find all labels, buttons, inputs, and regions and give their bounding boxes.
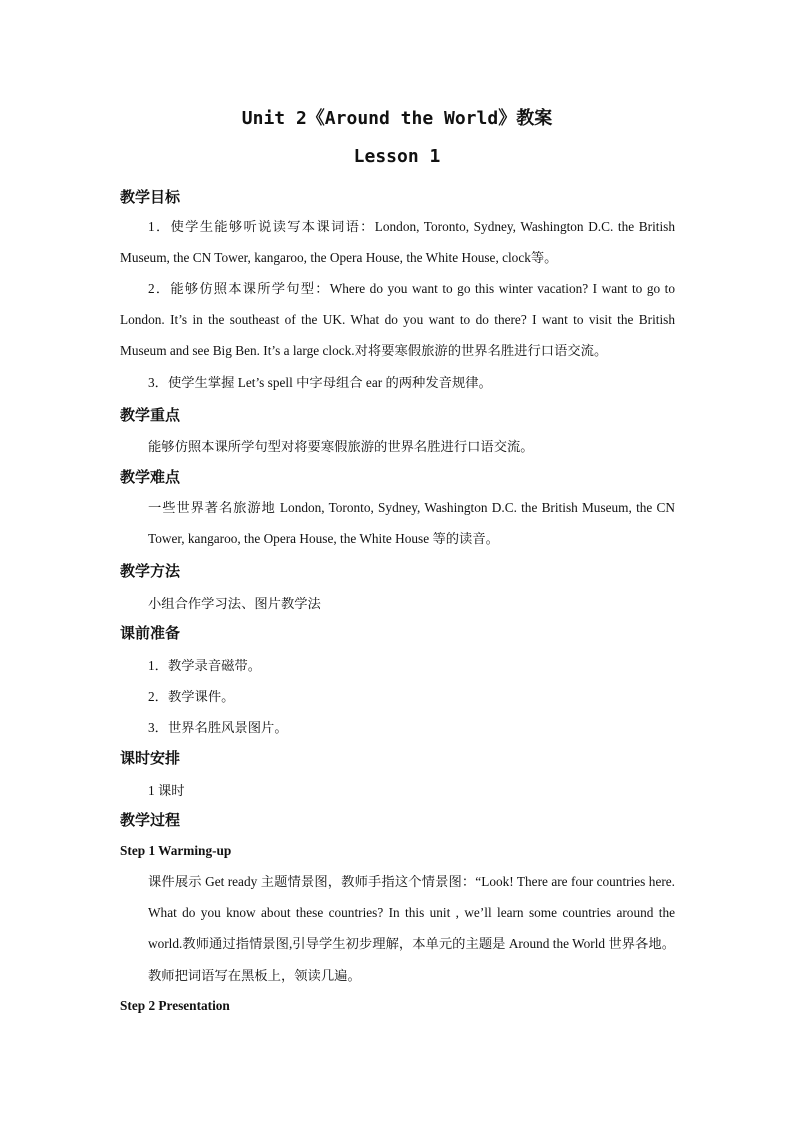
objective-item-3: 3．使学生掌握 Let’s spell 中字母组合 ear 的两种发音规律。 — [148, 375, 492, 390]
key-points-text: 能够仿照本课所学句型对将要寒假旅游的世界名胜进行口语交流。 — [148, 439, 534, 454]
methods-text: 小组合作学习法、图片教学法 — [148, 596, 321, 611]
heading-key-points: 教学重点 — [120, 406, 181, 424]
step-1-text: 课件展示 Get ready 主题情景图，教师手指这个情景图：“Look! There are four countries here. What do you know about these countries? In this unit , we’ll learn some countries around the world.教师通过指情景图,引导学生初步理解，本单元的主题是 Around the World 世界各地。教师把词语写在黑板上，领读几遍。 — [148, 874, 675, 983]
step-1-title: Step 1 Warming-up — [120, 843, 232, 858]
heading-preparation: 课前准备 — [120, 624, 181, 642]
preparation-item-3: 3．世界名胜风景图片。 — [148, 720, 288, 735]
heading-process: 教学过程 — [120, 811, 181, 829]
objective-item-1: 1．使学生能够听说读写本课词语：London, Toronto, Sydney, Washington D.C. the British Museum, the CN Tower, kangaroo, the Opera House, the White House, clock等。 — [120, 219, 675, 266]
heading-objectives: 教学目标 — [120, 188, 181, 206]
step-2-title: Step 2 Presentation — [120, 998, 230, 1013]
objective-item-2: 2．能够仿照本课所学句型：Where do you want to go this winter vacation? I want to go to London. It’s in the southeast of the UK. What do you want to do there? I want to visit the British Museum and see Big Ben. It’s a large clock.对将要寒假旅游的世界名胜进行口语交流。 — [120, 281, 675, 359]
heading-schedule: 课时安排 — [120, 749, 181, 767]
difficulties-text: 一些世界著名旅游地 London, Toronto, Sydney, Washington D.C. the British Museum, the CN Tower, kangaroo, the Opera House, the White House 等的读音。 — [148, 500, 675, 547]
schedule-text: 1 课时 — [148, 783, 185, 798]
heading-methods: 教学方法 — [120, 562, 181, 580]
preparation-item-1: 1．教学录音磁带。 — [148, 658, 262, 673]
document-subtitle: Lesson 1 — [353, 146, 441, 167]
document-title: Unit 2《Around the World》教案 — [241, 108, 553, 129]
heading-difficulties: 教学难点 — [120, 468, 181, 486]
preparation-item-2: 2．教学课件。 — [148, 689, 235, 704]
